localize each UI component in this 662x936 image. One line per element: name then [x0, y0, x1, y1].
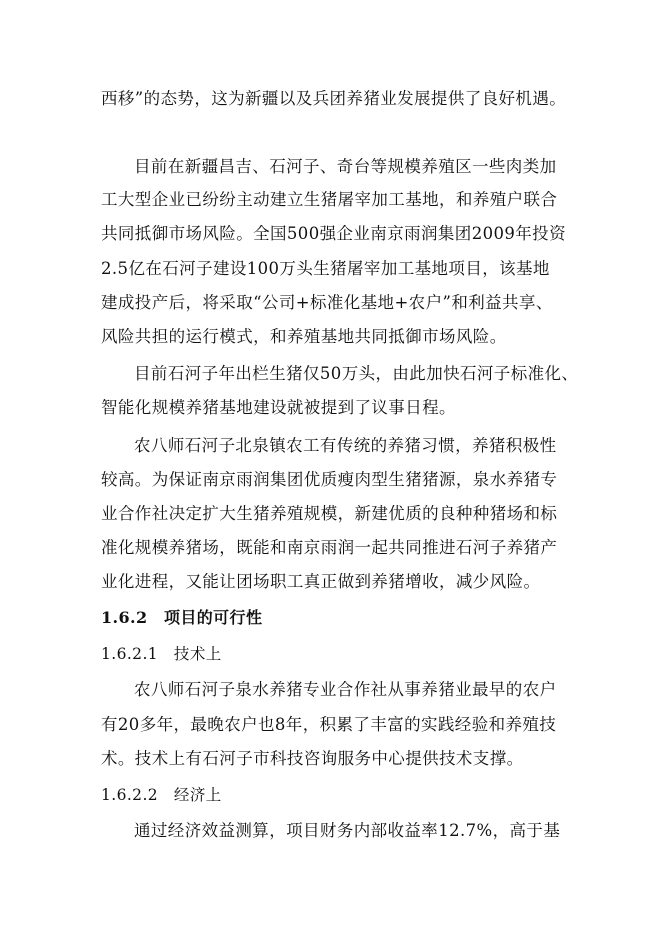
paragraph-line: 业化进程，又能让团场职工真正做到养猪增收，减少风险。 — [101, 572, 541, 591]
paragraph-line: 农八师石河子北泉镇农工有传统的养猪习惯，养猪积极性 — [134, 436, 557, 455]
paragraph-line: 通过经济效益测算，项目财务内部收益率12.7%，高于基 — [134, 821, 561, 840]
paragraph-line: 目前石河子年出栏生猪仅50万头，由此加快石河子标准化、 — [134, 364, 579, 383]
subsection-heading: 1.6.2.2 经济上 — [101, 786, 222, 804]
paragraph-line: 准化规模养猪场，既能和南京雨润一起共同推进石河子养猪产 — [101, 538, 558, 557]
paragraph-line: 智能化规模养猪基地建设就被提到了议事日程。 — [101, 398, 456, 417]
paragraph-line: 共同抵御市场风险。全国500强企业南京雨润集团2009年投资 — [101, 224, 566, 243]
paragraph-line: 风险共担的运行模式，和养殖基地共同抵御市场风险。 — [101, 327, 507, 346]
paragraph-line: 较高。为保证南京雨润集团优质瘦肉型生猪猪源，泉水养猪专 — [101, 470, 558, 489]
paragraph-line: 农八师石河子泉水养猪专业合作社从事养猪业最早的农户 — [134, 680, 557, 699]
paragraph-line: 西移”的态势，这为新疆以及兵团养猪业发展提供了良好机遇。 — [101, 89, 567, 108]
paragraph-line: 2.5亿在石河子建设100万头生猪屠宰加工基地项目，该基地 — [101, 259, 550, 278]
paragraph-line: 业合作社决定扩大生猪养殖规模，新建优质的良种种猪场和标 — [101, 504, 558, 523]
subsection-heading: 1.6.2.1 技术上 — [101, 645, 222, 663]
paragraph-line: 目前在新疆昌吉、石河子、奇台等规模养殖区一些肉类加 — [134, 157, 557, 176]
section-heading: 1.6.2 项目的可行性 — [101, 608, 263, 627]
paragraph-line: 工大型企业已纷纷主动建立生猪屠宰加工基地，和养殖户联合 — [101, 190, 558, 209]
paragraph-line: 术。技术上有石河子市科技咨询服务中心提供技术支撑。 — [101, 749, 524, 768]
paragraph-line: 建成投产后，将采取“公司+标准化基地+农户”和利益共享、 — [101, 293, 553, 312]
paragraph-line: 有20多年，最晚农户也8年，积累了丰富的实践经验和养殖技 — [101, 715, 557, 734]
